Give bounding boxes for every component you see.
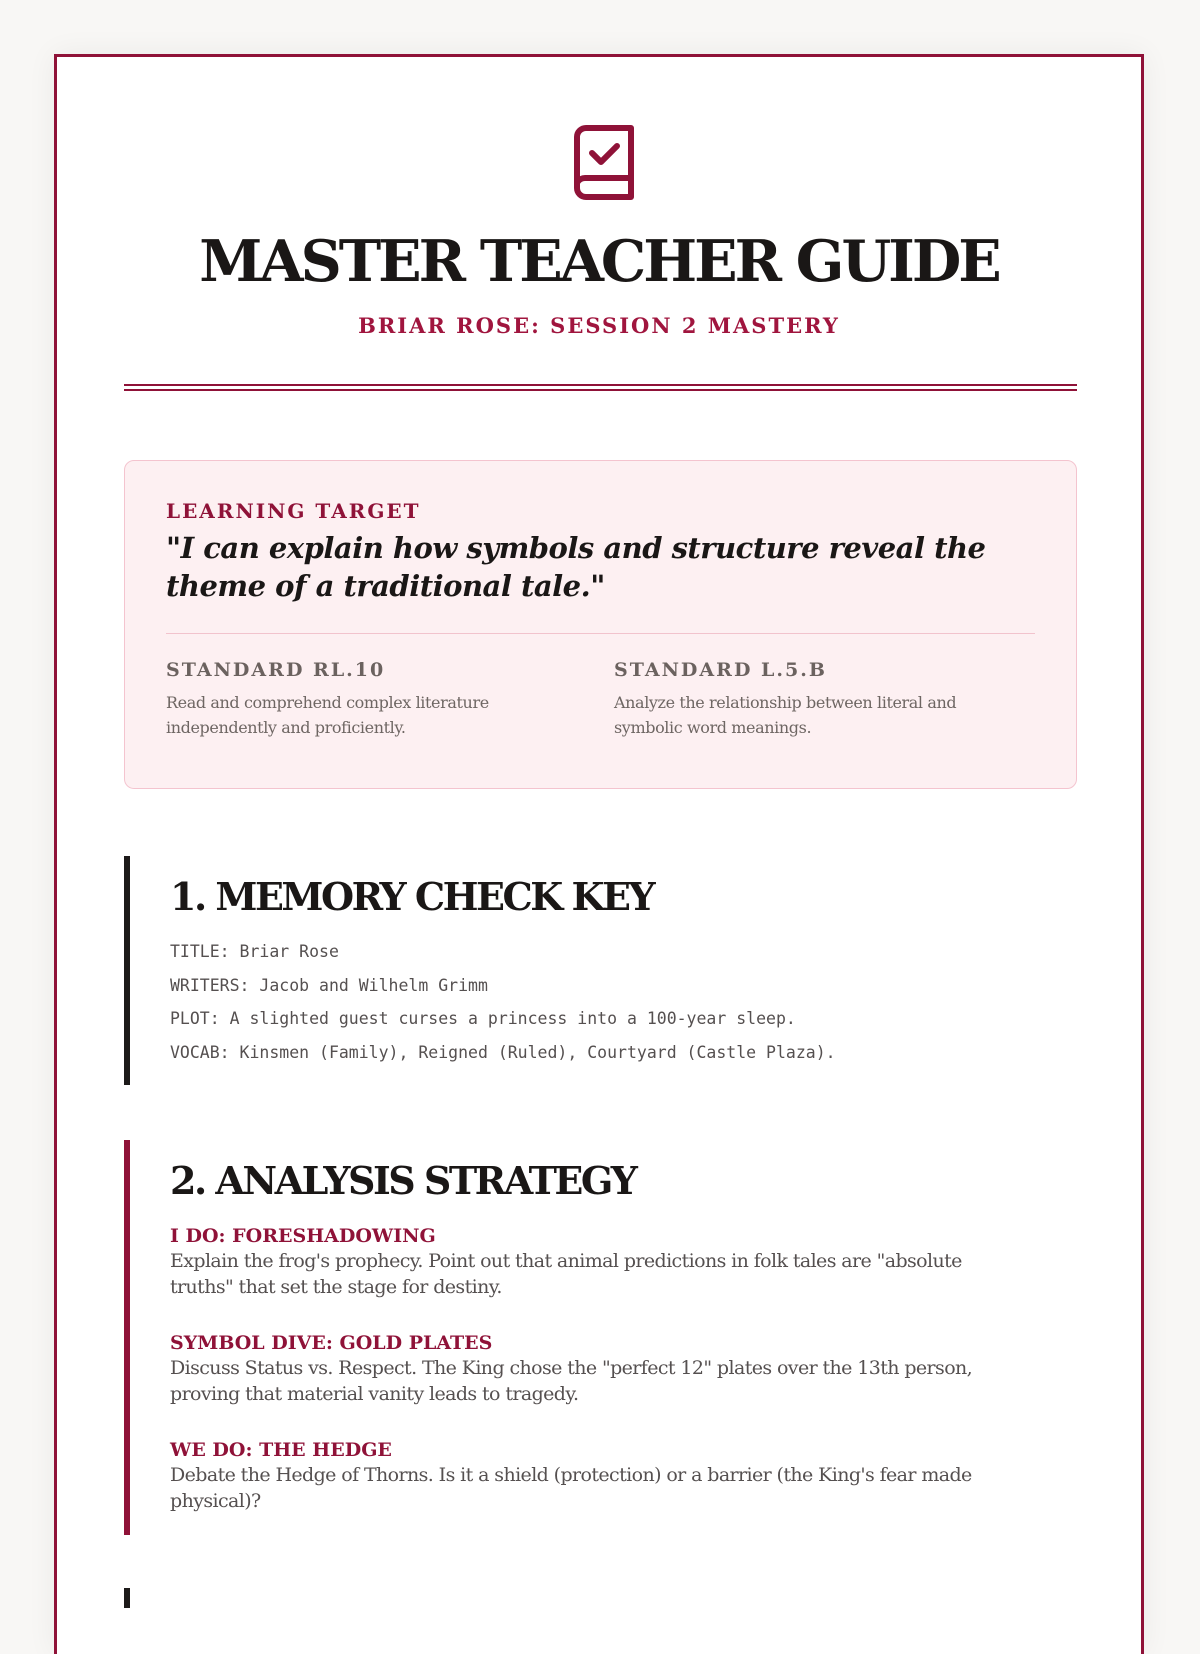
strategy-body: Debate the Hedge of Thorns. Is it a shield (protection) or a barrier (the King's fear made physical)? bbox=[170, 1464, 972, 1512]
page-title: MASTER TEACHER GUIDE bbox=[199, 228, 999, 295]
memory-check-line: WRITERS: Jacob and Wilhelm Grimm bbox=[170, 976, 488, 995]
standard-label: STANDARD L.5.B bbox=[614, 659, 827, 681]
learning-target-quote: "I can explain how symbols and structure reveal the theme of a traditional tale." bbox=[166, 531, 986, 603]
standard-description: Read and comprehend complex literature independently and proficiently. bbox=[166, 693, 489, 737]
analysis-strategy-title: 2. ANALYSIS STRATEGY bbox=[170, 1158, 636, 1203]
standard-label: STANDARD RL.10 bbox=[166, 659, 386, 681]
memory-check-title: 1. MEMORY CHECK KEY bbox=[170, 874, 654, 919]
guide-page bbox=[54, 54, 1144, 1654]
strategy-body: Explain the frog's prophecy. Point out that animal predictions in folk tales are "absolute truths" that set the stage for destiny. bbox=[170, 1250, 962, 1298]
strategy-item-gold-plates bbox=[170, 1331, 1030, 1407]
page-subtitle: BRIAR ROSE: SESSION 2 MASTERY bbox=[358, 313, 840, 338]
strategy-heading: WE DO: THE HEDGE bbox=[170, 1439, 392, 1461]
strategy-item-foreshadowing bbox=[170, 1224, 1030, 1300]
strategy-body: Discuss Status vs. Respect. The King chose the "perfect 12" plates over the 13th person, proving that material vanity leads to tragedy. bbox=[170, 1357, 973, 1405]
strategy-heading: I DO: FORESHADOWING bbox=[170, 1225, 436, 1247]
learning-target-label: LEARNING TARGET bbox=[166, 499, 421, 523]
analysis-strategy-section bbox=[124, 1140, 1077, 1535]
learning-target-card bbox=[124, 460, 1077, 789]
strategy-heading: SYMBOL DIVE: GOLD PLATES bbox=[170, 1332, 493, 1354]
strategy-item-hedge bbox=[170, 1438, 1030, 1514]
book-check-icon bbox=[572, 125, 636, 203]
header-divider bbox=[124, 384, 1077, 391]
memory-check-line: VOCAB: Kinsmen (Family), Reigned (Ruled), Courtyard (Castle Plaza). bbox=[170, 1043, 836, 1062]
standard-description: Analyze the relationship between literal and symbolic word meanings. bbox=[614, 693, 957, 737]
memory-check-line: TITLE: Briar Rose bbox=[170, 942, 339, 961]
standard-l5b bbox=[614, 659, 1024, 740]
learning-target-divider bbox=[166, 633, 1035, 634]
memory-check-line: PLOT: A slighted guest curses a princess into a 100-year sleep. bbox=[170, 1009, 796, 1028]
standard-rl10 bbox=[166, 659, 576, 740]
next-section-edge bbox=[124, 1588, 1077, 1608]
memory-check-section bbox=[124, 856, 1077, 1085]
